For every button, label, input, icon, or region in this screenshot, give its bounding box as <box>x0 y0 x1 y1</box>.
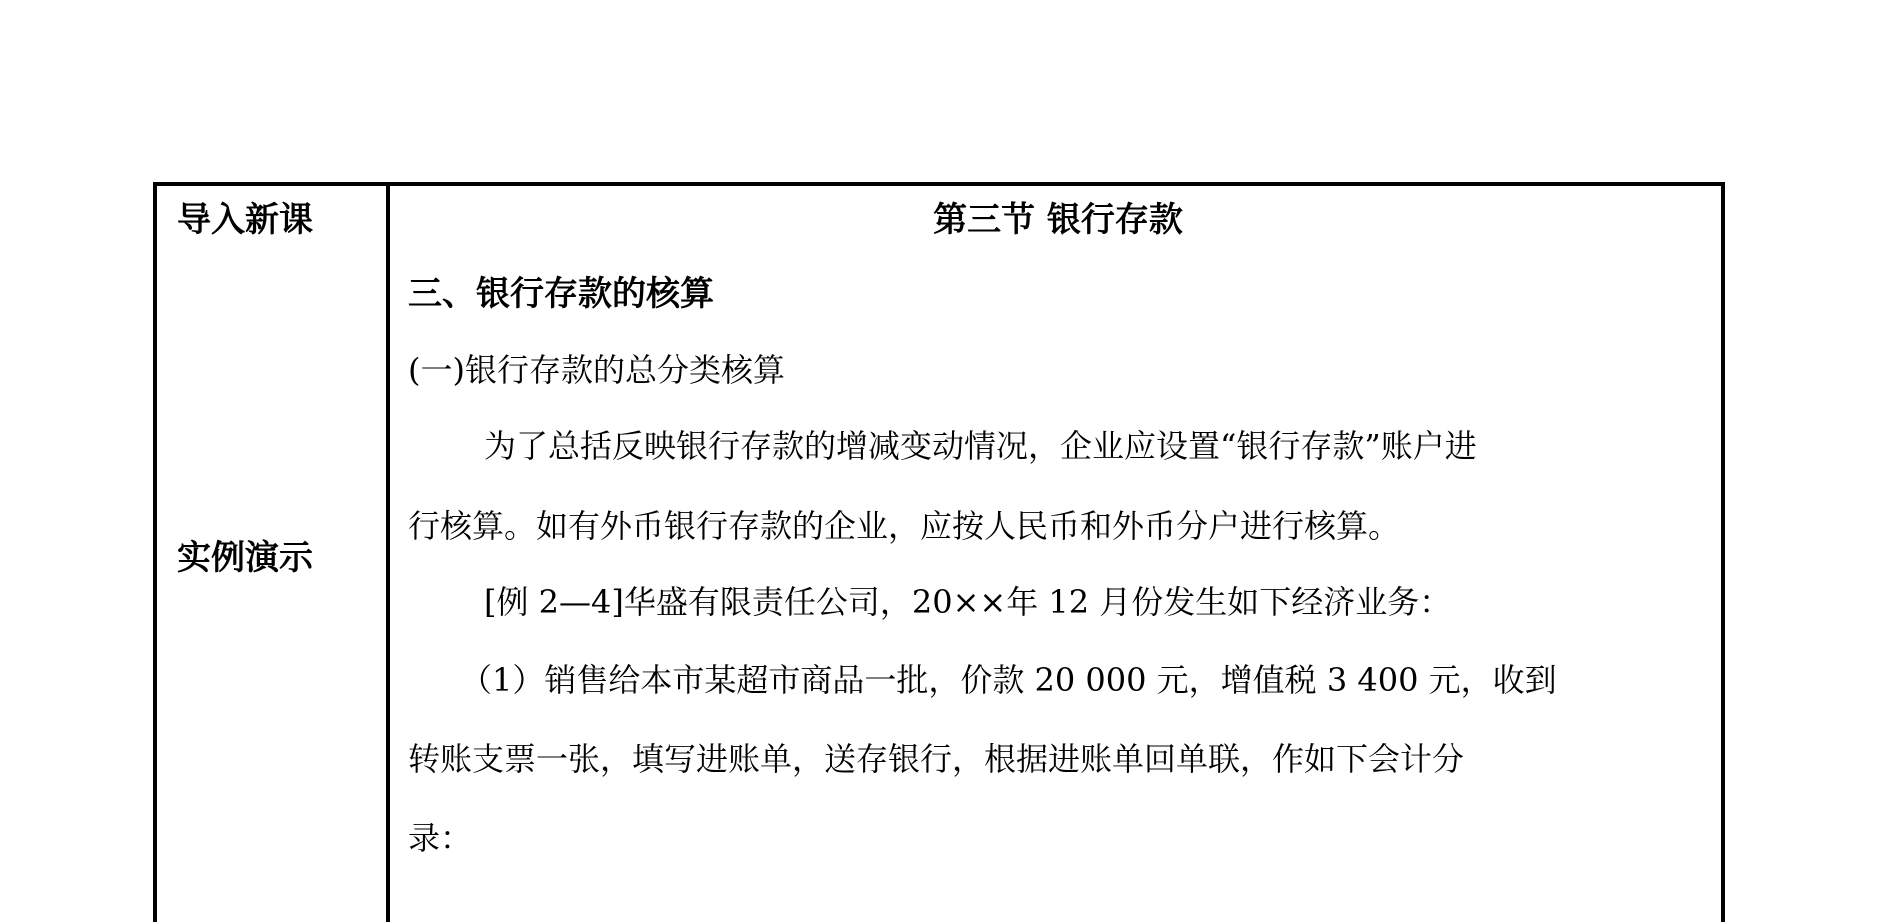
entry-line: （1）销售给本市某超市商品一批，价款 20 000 元，增值税 3 400 元，收到 <box>460 661 1557 699</box>
intro-label: 导入新课 <box>177 200 313 240</box>
subsection-heading: (一)银行存款的总分类核算 <box>408 351 785 389</box>
paragraph-line: 行核算。如有外币银行存款的企业，应按人民币和外币分户进行核算。 <box>408 507 1401 545</box>
section-heading: 三、银行存款的核算 <box>408 274 714 314</box>
example-intro: [例 2—4]华盛有限责任公司，20××年 12 月份发生如下经济业务： <box>484 583 1452 621</box>
section-title: 第三节 银行存款 <box>933 200 1183 240</box>
entry-line: 录： <box>408 819 473 857</box>
paragraph-line: 为了总括反映银行存款的增减变动情况，企业应设置“银行存款”账户进 <box>484 427 1477 465</box>
demo-label: 实例演示 <box>177 538 313 578</box>
entry-line: 转账支票一张，填写进账单，送存银行，根据进账单回单联，作如下会计分 <box>408 740 1465 778</box>
lesson-plan-table <box>153 182 1725 922</box>
column-divider <box>386 186 390 922</box>
